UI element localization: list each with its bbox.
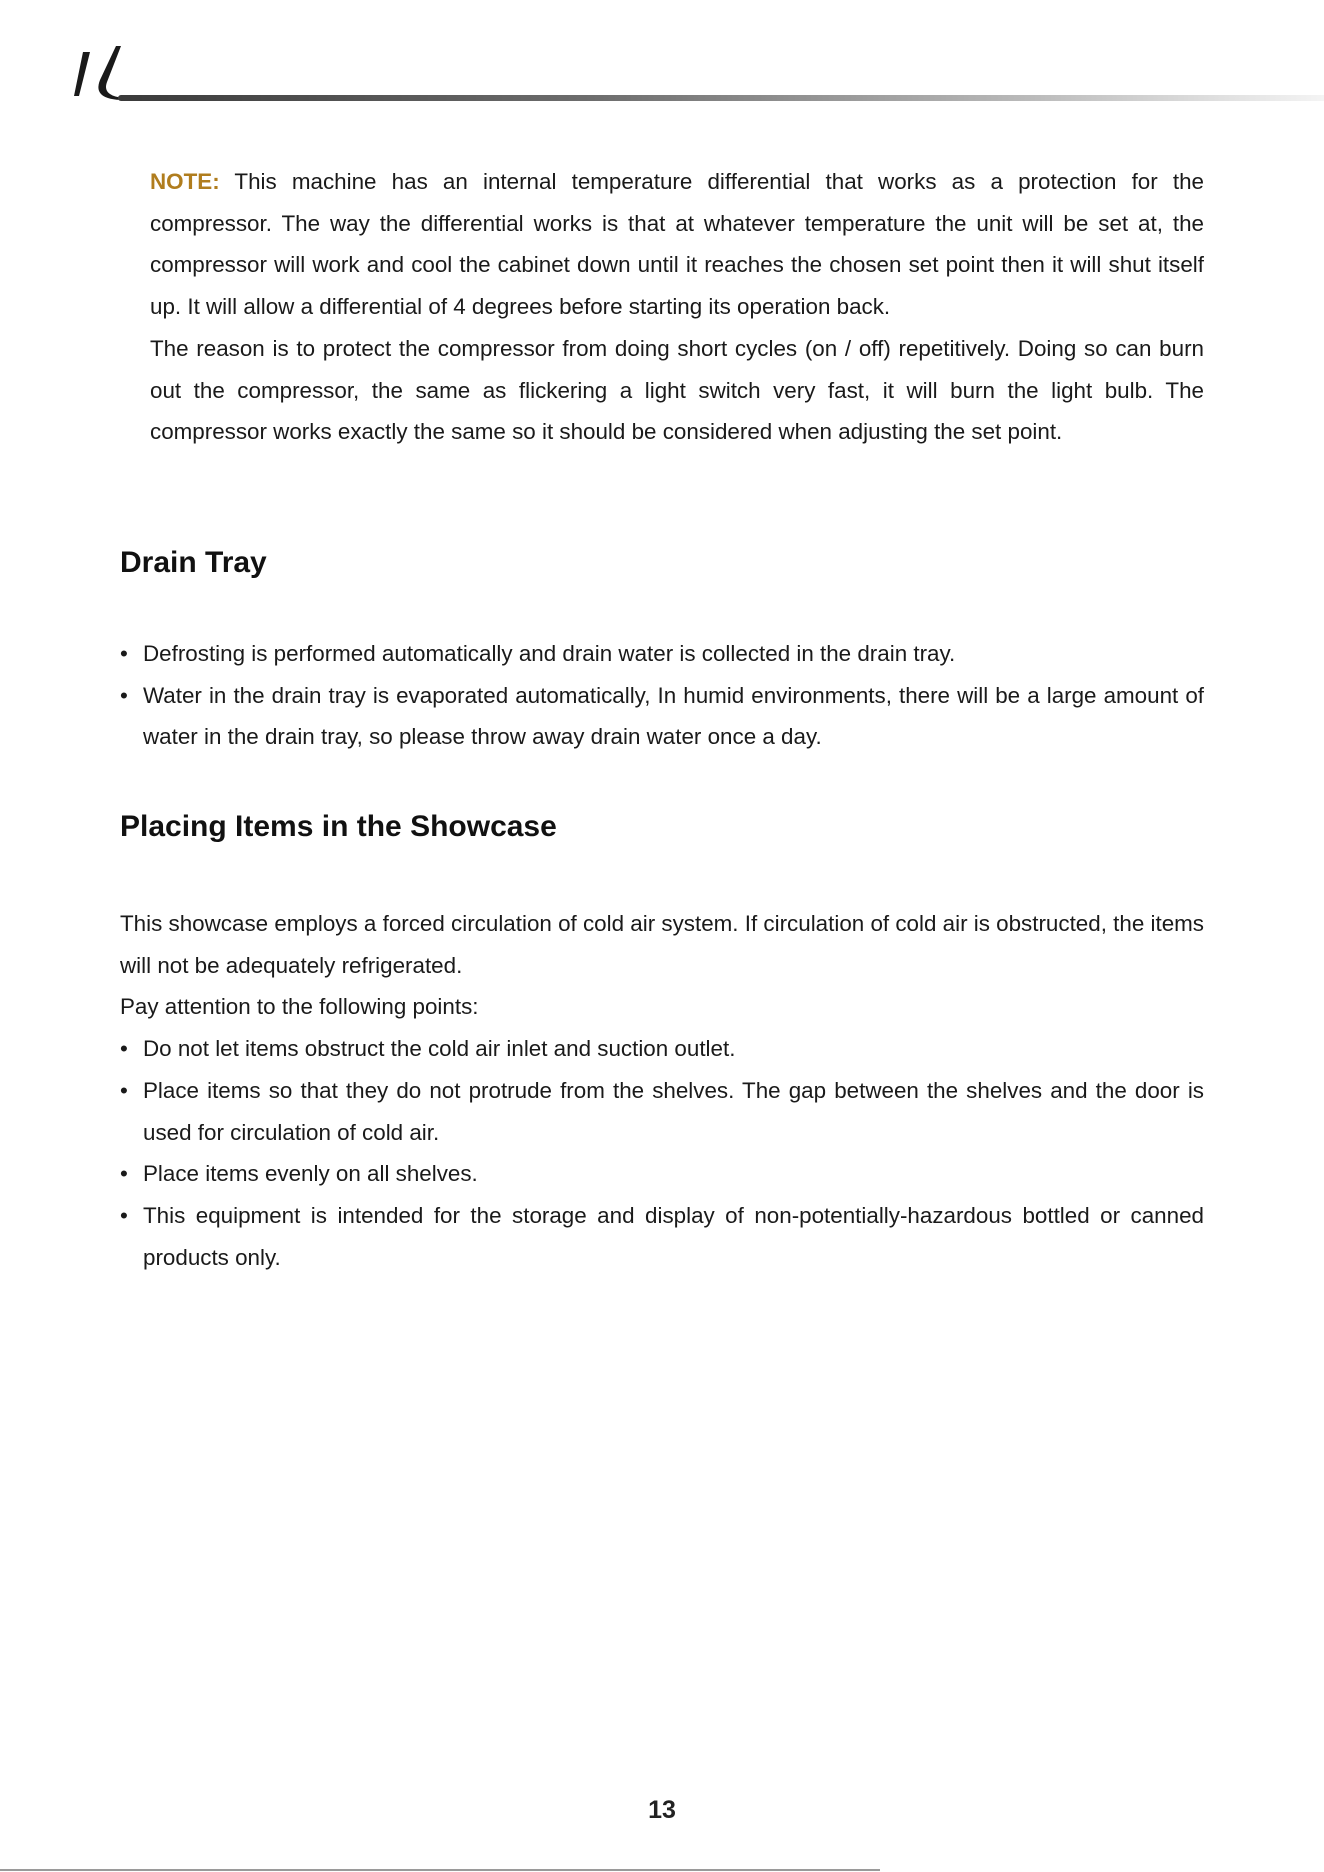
- list-item: • This equipment is intended for the storage and display of non-potentially-hazardous bottled or canned products only.: [120, 1195, 1204, 1278]
- placing-items-lead: Pay attention to the following points:: [120, 994, 479, 1020]
- list-item: • Water in the drain tray is evaporated automatically, In humid environments, there will be a large amount of water in the drain tray, so please throw away drain water once a day.: [120, 675, 1204, 758]
- note-block: [150, 161, 1204, 453]
- list-item: • Place items so that they do not protrude from the shelves. The gap between the shelves and the door is used for circulation of cold air.: [120, 1070, 1204, 1153]
- bullet-icon: •: [120, 1036, 128, 1062]
- list-item: • Place items evenly on all shelves.: [120, 1153, 1204, 1195]
- note-paragraph-1: [150, 161, 1204, 328]
- footer-rule: [0, 1869, 880, 1871]
- placing-items-list: [120, 1028, 1204, 1278]
- placing-items-intro: This showcase employs a forced circulation of cold air system. If circulation of cold air is obstructed, the items will not be adequately refrigerated.: [120, 911, 1204, 978]
- note-paragraph-2: The reason is to protect the compressor from doing short cycles (on / off) repetitively. Doing so can burn out the compressor, the same as flickering a light switch very fast, it will burn the light bulb. The compressor works exactly the same so it should be considered when adjusting the set point.: [150, 335, 1204, 445]
- bullet-icon: •: [120, 1161, 128, 1187]
- list-item: • Do not let items obstruct the cold air inlet and suction outlet.: [120, 1028, 1204, 1070]
- drain-tray-list: [120, 633, 1204, 758]
- note-text: This machine has an internal temperature differential that works as a protection for the compressor. The way the differential works is that at whatever temperature the unit will be set at, the compressor will work and cool the cabinet down until it reaches the chosen set point then it will shut itself up. It will allow a differential of 4 degrees before starting its operation back.: [150, 169, 1204, 320]
- brand-logo-icon: [74, 44, 134, 100]
- header-rule: [118, 95, 1324, 101]
- placing-items-heading: Placing Items in the Showcase: [120, 810, 557, 843]
- bullet-icon: •: [120, 682, 128, 708]
- list-item: • Defrosting is performed automatically and drain water is collected in the drain tray.: [120, 633, 1204, 675]
- drain-tray-heading: Drain Tray: [120, 546, 267, 579]
- page-number: 13: [648, 1796, 676, 1824]
- bullet-icon: •: [120, 1202, 128, 1228]
- bullet-icon: •: [120, 1077, 128, 1103]
- drain-tray-section: [120, 633, 1204, 758]
- bullet-icon: •: [120, 641, 128, 666]
- placing-items-section: [120, 903, 1204, 1278]
- note-label: NOTE:: [150, 169, 220, 194]
